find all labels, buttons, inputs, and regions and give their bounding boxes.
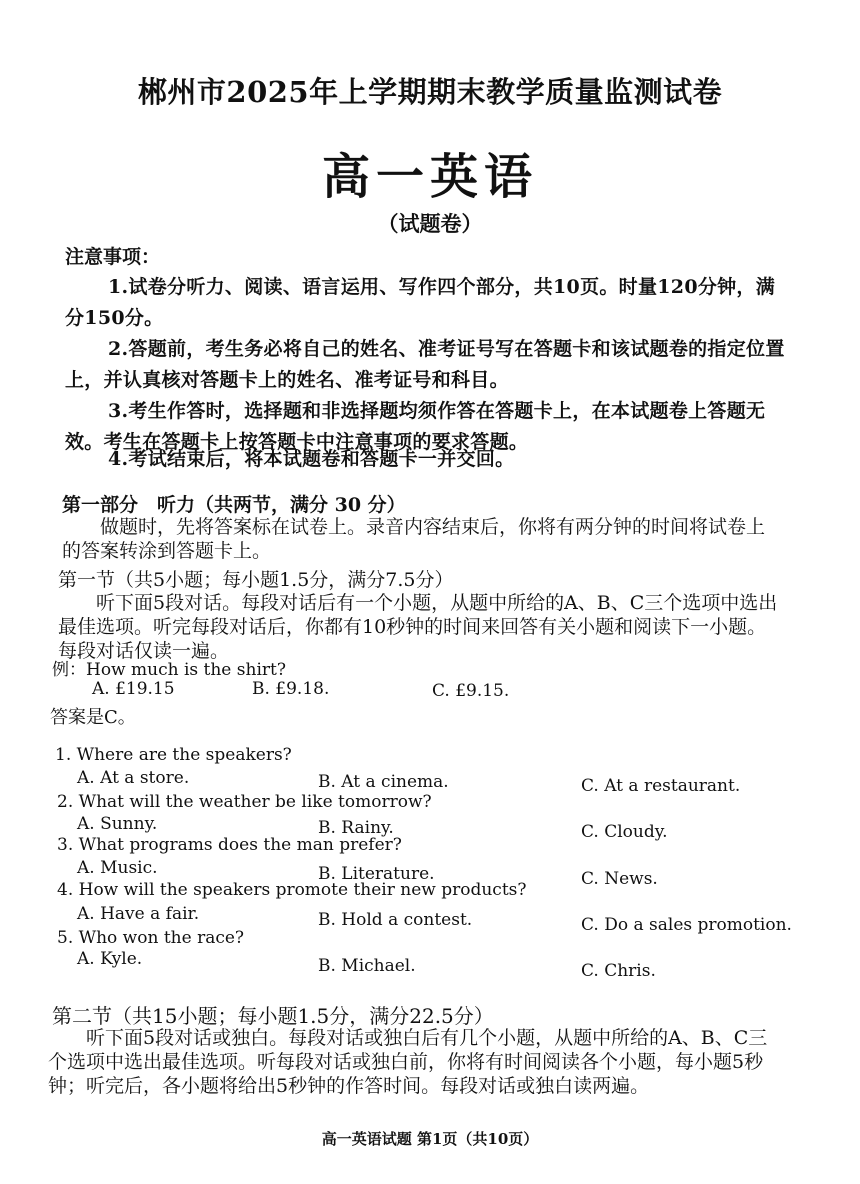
q3-option-c: C. News.	[581, 869, 658, 889]
q4-option-b: B. Hold a contest.	[318, 910, 473, 930]
question-4: 4. How will the speakers promote their new products?	[57, 880, 527, 900]
question-3: 3. What programs does the man prefer?	[57, 835, 402, 855]
notice-item-3: 3.考生作答时，选择题和非选择题均须作答在答题卡上，在本试题卷上答题无效。考生在答题卡上按答题卡中注意事项的要求答题。	[65, 400, 766, 453]
section1-intro: 听下面5段对话。每段对话后有一个小题，从题中所给的A、B、C三个选项中选出最佳选项。听完每段对话后，你都有10秒钟的时间来回答有关小题和阅读下一小题。每段对话仅读一遍。	[58, 592, 778, 662]
question-2: 2. What will the weather be like tomorrow?	[57, 792, 432, 812]
example-option-a: A. £19.15	[92, 679, 175, 699]
volume-label: （试题卷）	[377, 211, 483, 236]
section2-heading: 第二节（共15小题；每小题1.5分，满分22.5分）	[52, 1004, 494, 1028]
q2-option-c: C. Cloudy.	[581, 822, 668, 842]
example-question: 例：How much is the shirt?	[52, 660, 286, 680]
notice-heading: 注意事项：	[65, 246, 161, 268]
q5-option-a: A. Kyle.	[77, 949, 143, 969]
q2-option-b: B. Rainy.	[318, 818, 394, 838]
part1-heading: 第一部分 听力（共两节，满分 30 分）	[62, 494, 406, 516]
q1-option-c: C. At a restaurant.	[581, 776, 741, 796]
example-option-b: B. £9.18.	[252, 679, 330, 699]
q1-option-a: A. At a store.	[77, 768, 190, 788]
q5-option-c: C. Chris.	[581, 961, 656, 981]
q3-option-a: A. Music.	[77, 858, 158, 878]
q3-option-b: B. Literature.	[318, 864, 435, 884]
q4-option-a: A. Have a fair.	[77, 904, 200, 924]
notice-item-4: 4.考试结束后，将本试题卷和答题卡一并交回。	[108, 448, 515, 470]
question-5: 5. Who won the race?	[57, 928, 245, 948]
notice-item-1: 1.试卷分听力、阅读、语言运用、写作四个部分，共10页。时量120分钟，满分150分。	[65, 276, 776, 329]
section1-heading: 第一节（共5小题；每小题1.5分，满分7.5分）	[58, 569, 454, 591]
q1-option-b: B. At a cinema.	[318, 772, 449, 792]
subject-title: 高一英语	[321, 149, 538, 205]
q4-option-c: C. Do a sales promotion.	[581, 915, 792, 935]
part1-intro: 做题时，先将答案标在试卷上。录音内容结束后，你将有两分钟的时间将试卷上的答案转涂到答题卡上。	[62, 516, 766, 562]
example-option-c: C. £9.15.	[432, 681, 510, 701]
example-answer: 答案是C。	[50, 707, 136, 728]
q5-option-b: B. Michael.	[318, 956, 416, 976]
q2-option-a: A. Sunny.	[77, 814, 158, 834]
notice-item-2: 2.答题前，考生务必将自己的姓名、准考证号写在答题卡和该试题卷的指定位置上，并认真核对答题卡上的姓名、准考证号和科目。	[65, 338, 785, 391]
section2-intro: 听下面5段对话或独白。每段对话或独白后有几个小题，从题中所给的A、B、C三个选项中选出最佳选项。听每段对话或独白前，你将有时间阅读各个小题，每小题5秒钟；听完后，各小题将给出5秒钟的作答时间。每段对话或独白读两遍。	[48, 1027, 768, 1097]
question-1: 1. Where are the speakers?	[55, 745, 292, 765]
exam-title: 郴州市2025年上学期期末教学质量监测试卷	[137, 75, 723, 109]
page-footer: 高一英语试题 第1页（共10页）	[321, 1130, 539, 1148]
